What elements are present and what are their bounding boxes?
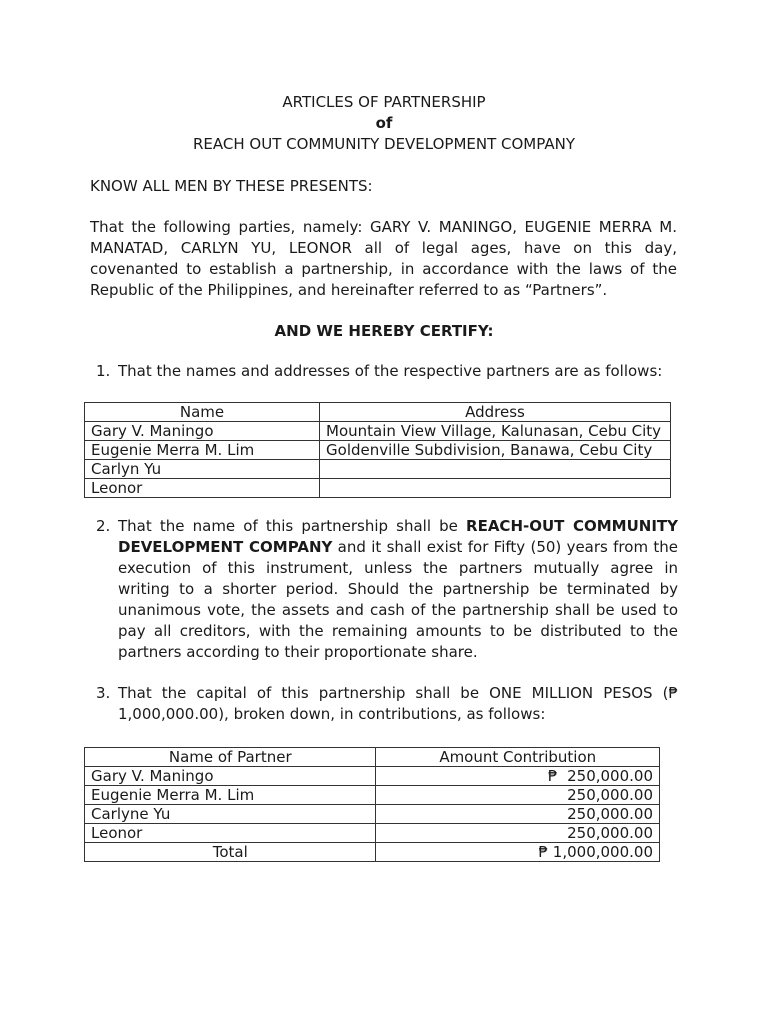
table-header-row	[85, 748, 660, 767]
contribution-amount: 250,000.00	[376, 824, 660, 843]
partner-name: Leonor	[85, 479, 320, 498]
item-3-line: That the capital of this partnership shall be ONE MILLION PESOS (₱	[118, 684, 678, 702]
parties-line: That the following parties, namely: GARY V. MANINGO, EUGENIE MERRA M.	[90, 218, 677, 236]
column-header: Address	[320, 403, 671, 422]
partner-name: Eugenie Merra M. Lim	[85, 786, 376, 805]
total-label: Total	[85, 843, 376, 862]
item-2-line	[118, 537, 678, 558]
item-2-paragraph	[118, 516, 678, 663]
heading-of: of	[375, 114, 393, 132]
parties-paragraph	[90, 217, 677, 301]
table-row	[85, 460, 671, 479]
heading-title: ARTICLES OF PARTNERSHIP	[282, 93, 486, 111]
table-row	[85, 441, 671, 460]
item-2-line: unanimous vote, the assets and cash of the partnership shall be used to	[118, 601, 678, 619]
item-2-line: partners according to their proportionate share.	[118, 643, 478, 661]
item-2-line: execution of this instrument, unless the partners mutually agree in	[118, 559, 678, 577]
parties-line: Republic of the Philippines, and hereinafter referred to as “Partners”.	[90, 281, 608, 299]
intro-line: KNOW ALL MEN BY THESE PRESENTS:	[90, 177, 373, 195]
total-amount: ₱ 1,000,000.00	[376, 843, 660, 862]
table-header-row	[85, 403, 671, 422]
column-header: Name of Partner	[85, 748, 376, 767]
item-1-number: 1.	[96, 362, 111, 380]
table-row	[85, 786, 660, 805]
table-row	[85, 805, 660, 824]
partner-address: Goldenville Subdivision, Banawa, Cebu City	[320, 441, 671, 460]
table-row	[85, 767, 660, 786]
capital-table	[84, 747, 660, 862]
item-2-number: 2.	[96, 517, 111, 535]
partner-address: Mountain View Village, Kalunasan, Cebu City	[320, 422, 671, 441]
item-2-line: writing to a shorter period. Should the partnership be terminated by	[118, 580, 678, 598]
partner-address	[320, 460, 671, 479]
item-3-number: 3.	[96, 684, 111, 702]
parties-line: covenanted to establish a partnership, in accordance with the laws of the	[90, 260, 677, 278]
item-2-text: That the name of this partnership shall be	[118, 517, 467, 535]
parties-line: MANATAD, CARLYN YU, LEONOR all of legal ages, have on this day,	[90, 239, 677, 257]
item-3-line: 1,000,000.00), broken down, in contributions, as follows:	[118, 705, 546, 723]
company-name-bold: REACH-OUT COMMUNITY	[466, 517, 678, 535]
partners-table	[84, 402, 671, 498]
table-total-row	[85, 843, 660, 862]
heading-company: REACH OUT COMMUNITY DEVELOPMENT COMPANY	[193, 135, 575, 153]
partner-name: Carlyne Yu	[85, 805, 376, 824]
item-1-text: That the names and addresses of the respective partners are as follows:	[118, 362, 663, 380]
certify-heading: AND WE HEREBY CERTIFY:	[274, 322, 494, 340]
contribution-amount: 250,000.00	[376, 786, 660, 805]
item-2-text: and it shall exist for Fifty (50) years from the	[332, 538, 678, 556]
contribution-amount: 250,000.00	[376, 805, 660, 824]
item-2-line: pay all creditors, with the remaining amounts to be distributed to the	[118, 622, 678, 640]
column-header: Name	[85, 403, 320, 422]
partner-name: Gary V. Maningo	[85, 767, 376, 786]
table-row	[85, 479, 671, 498]
column-header: Amount Contribution	[376, 748, 660, 767]
item-3-paragraph	[118, 683, 678, 725]
company-name-bold: DEVELOPMENT COMPANY	[118, 538, 333, 556]
partner-name: Eugenie Merra M. Lim	[85, 441, 320, 460]
partner-address	[320, 479, 671, 498]
partner-name: Gary V. Maningo	[85, 422, 320, 441]
contribution-amount: ₱ 250,000.00	[376, 767, 660, 786]
table-row	[85, 422, 671, 441]
partner-name: Leonor	[85, 824, 376, 843]
table-row	[85, 824, 660, 843]
partner-name: Carlyn Yu	[85, 460, 320, 479]
item-2-line	[118, 516, 678, 537]
